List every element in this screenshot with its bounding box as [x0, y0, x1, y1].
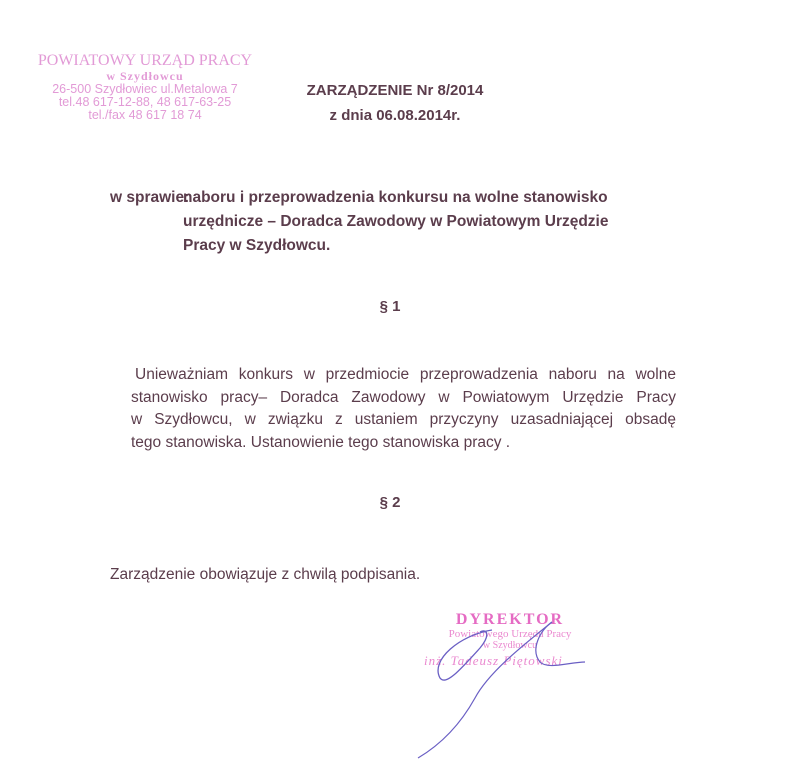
subject-line: urzędnicze – Doradca Zawodowy w Powiatowym Urzędzie [183, 213, 609, 230]
subject-label: w sprawie: [110, 189, 190, 206]
title-date: z dnia 06.08.2014r. [329, 107, 461, 124]
title-number: ZARZĄDZENIE Nr 8/2014 [306, 82, 484, 99]
section-2-heading: § 2 [379, 494, 401, 511]
handwritten-signature [380, 600, 620, 762]
director-title: DYREKTOR [455, 611, 565, 628]
section-1-text [131, 364, 676, 454]
stamp-address: 26-500 Szydłowiec ul.Metalowa 7 [52, 82, 238, 96]
subject-text [183, 186, 653, 258]
section-1-line: stanowisko pracy– Doradca Zawodowy w Powiatowym Urzędzie Pracy [131, 388, 676, 406]
director-city: w Szydłowcu [482, 640, 538, 651]
stamp-fax: tel./fax 48 617 18 74 [88, 108, 202, 122]
section-1-line: tego stanowiska. Ustanowienie tego stanowiska pracy . [131, 433, 511, 451]
document-title [280, 78, 510, 128]
stamp-phone: tel.48 617-12-88, 48 617-63-25 [58, 95, 232, 109]
section-1-line: Unieważniam konkurs w przedmiocie przeprowadzenia naboru na wolne [135, 366, 676, 383]
subject-line: Pracy w Szydłowcu. [183, 237, 331, 254]
section-1-line: w Szydłowcu, w związku z ustaniem przyczyny uzasadniającej obsadę [131, 411, 676, 428]
office-stamp [20, 52, 270, 122]
signature-stroke [438, 630, 492, 680]
section-2-text: Zarządzenie obowiązuje z chwilą podpisania. [110, 566, 421, 583]
signature-stroke [418, 622, 552, 758]
section-1-heading: § 1 [379, 298, 401, 315]
director-name: inż. Tadeusz Piętowski [424, 653, 563, 668]
director-office: Powiatowego Urzędu Pracy [448, 628, 572, 640]
stamp-office-name: POWIATOWY URZĄD PRACY [37, 52, 253, 69]
stamp-office-city: w Szydłowcu [106, 69, 184, 83]
subject-line: naboru i przeprowadzenia konkursu na wolne stanowisko [183, 189, 608, 206]
